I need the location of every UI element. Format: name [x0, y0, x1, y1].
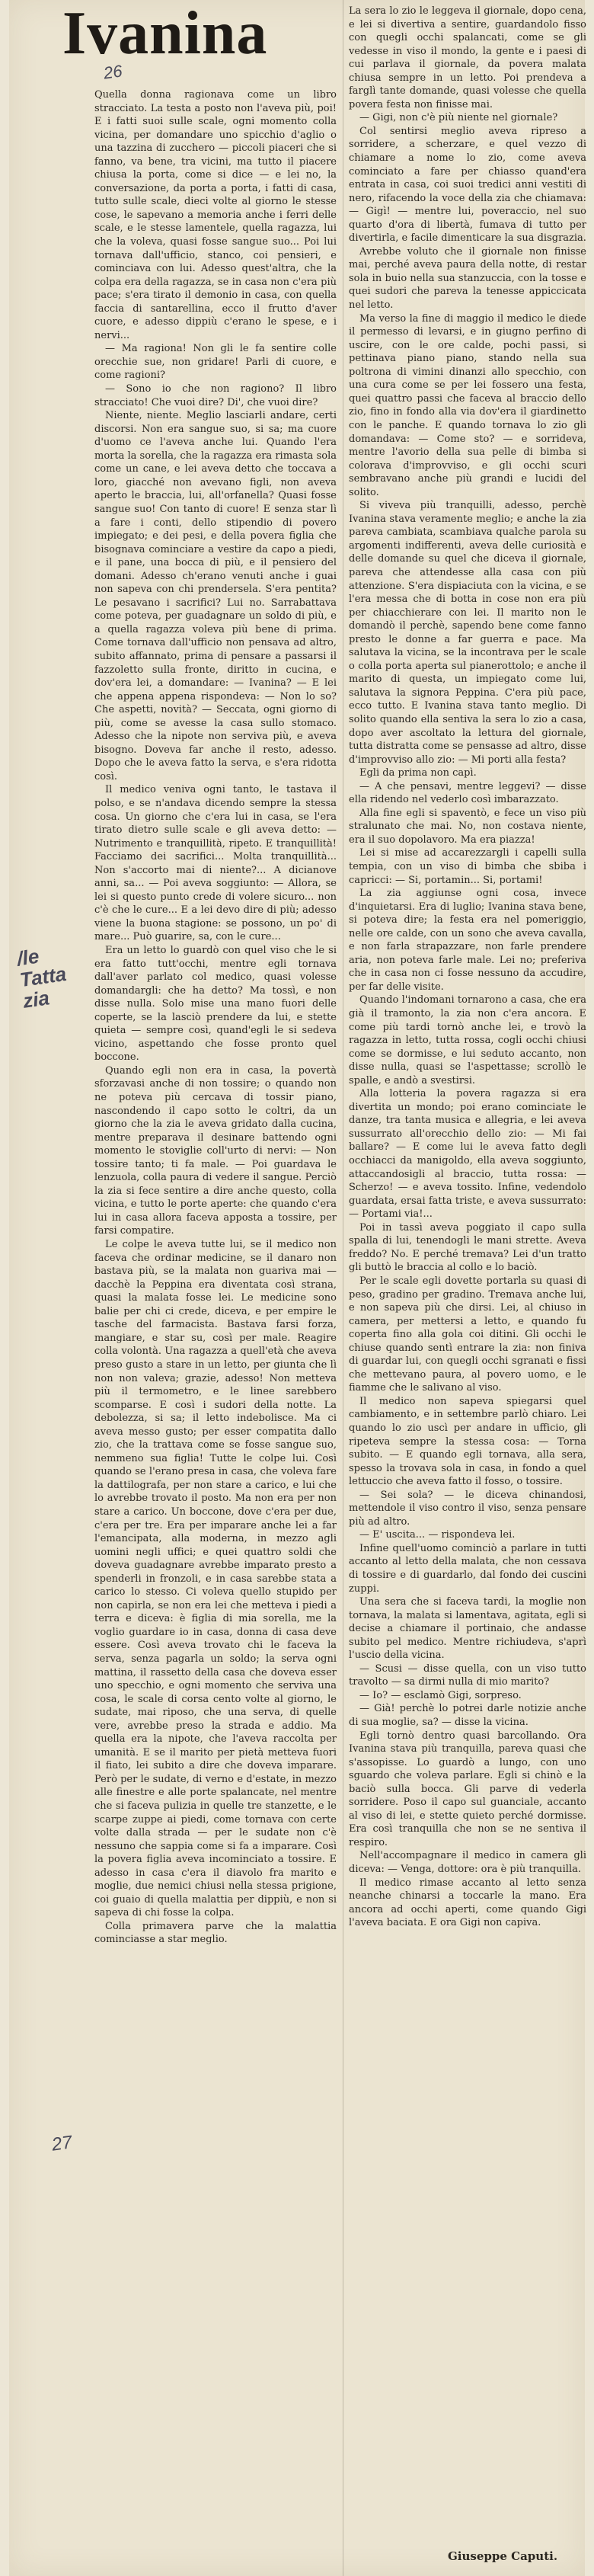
- paragraph: Infine quell'uomo cominciò a parlare in tutti accanto al letto della malata, che non cessava di tossire e di guardarlo, dal fondo dei cuscini zuppi.: [349, 1542, 586, 1595]
- paragraph: Nell'accompagnare il medico in camera gli diceva: — Venga, dottore: ora è più tranquilla.: [349, 1850, 586, 1876]
- paragraph: Il medico non sapeva spiegarsi quel cambiamento, e in settembre parlò chiaro. Lei quando lo zio uscì per andare in ufficio, gli ripeteva sempre la stessa cosa: — Torna subito. — E quando egli tornava, alla sera, spesso la trovava sola in casa, in fondo a quel lettuccio che aveva fatto il fosso, o tossire.: [349, 1395, 586, 1488]
- paragraph: Niente, niente. Meglio lasciarli andare, certi discorsi. Non era sangue suo, si sa; ma cuore d'uomo ce l'aveva anche lui. Quando l'era morta la sorella, che la ragazza era rimasta sola come un cane, e lei aveva detto che toccava a loro, giacché non avevano figli, non aveva aperto le braccia, lui, all'orfanella? Quasi fosse sangue suo! Con tanto di cuore! E senza star lì a fare i conti, dello stipendio di povero impiegato; e dei pesi, e della povera figlia che bisognava cominciare a vestire da capo a piedi, e il pane, una bocca di più, e il pensiero del domani. Adesso ch'erano venuti anche i guai non sapeva con chi prendersela. S'era pentita? Le pesavano i sacrifici? Lui no. Sarrabattava come poteva, per guadagnare un soldo di più, e a quella ragazza voleva più bene di prima. Come tornava dall'ufficio non pensava ad altro, subito affannato, prima di pensare a passarsi il fazzoletto sulla fronte, diritto in cucina, e dov'era lei, a domandare: — Ivanina? — E lei che appena appena rispondeva: — Non lo so? Che aspetti, novità? — Seccata, ogni giorno di più, come se avesse la casa sullo stomaco. Adesso che la nipote non serviva più, e aveva bisogno. Doveva far anche il resto, adesso. Dopo che le aveva fatto la serva, e s'era ridotta così.: [94, 410, 337, 782]
- handwritten-page-number-bottom: 27: [50, 2132, 74, 2155]
- paragraph: Quella donna ragionava come un libro stracciato. La testa a posto non l'aveva più, poi! E i fatti suoi sulle scale, ogni momento colla vicina, per domandare uno spicchio d'aglio o una tazzina di zucchero — piccoli piaceri che si fanno, va bene, tra vicini, ma tutto il piacere chiusa la porta, come si dice — e lei no, la conversazione, da porta a porta, i fatti di casa, tutto sulle scale, dieci volte al giorno le stesse cose, le sapevano a memoria anche i ferri delle scale, e le stesse lamentele, quella ragazza, lui che la voleva, quasi fosse sangue suo... Poi lui tornava dall'ufficio, stanco, coi pensieri, e cominciava con lui. Adesso quest'altra, che la colpa era della ragazza, se in casa non c'era più pace; s'era tirato il demonio in casa, con quella faccia di santarellina, ecco il frutto d'aver cuore, e adesso dippiù c'erano le spese, e i nervi...: [94, 89, 337, 341]
- paragraph: — Scusi — disse quella, con un viso tutto travolto — sa dirmi nulla di mio marito?: [349, 1662, 586, 1688]
- handwritten-note-line-2: Tatta: [18, 962, 68, 992]
- paragraph: — Già! perchè lo potrei darle notizie anche di sua moglie, sa? — disse la vicina.: [349, 1703, 586, 1728]
- paragraph: — Sono io che non ragiono? Il libro stracciato! Che vuoi dire? Di', che vuoi dire?: [94, 383, 337, 408]
- paragraph: Il medico rimase accanto al letto senza neanche chinarsi a toccarle la mano. Era ancora ad occhi aperti, come quando Gigi l'aveva baciata. E ora Gigi non capiva.: [349, 1877, 586, 1929]
- story-title: Ivanina: [62, 0, 268, 67]
- paragraph: Quando egli non era in casa, la povertà sforzavasi anche di non tossire; o quando non ne poteva più cercava di tossir piano, nascondendo il capo sotto le coltri, da un giorno che la zia le aveva gridato dalla cucina, mentre preparava il desinare battendo ogni momento le stoviglie coll'urto di nervi: — Non tossire tanto; ti fa male. — Poi guardava le lenzuola, colla paura di vedere il sangue. Perciò la zia si fece sentire a dire anche questo, colla vicina, e tutto le porte aperte: che quando c'era lui in casa allora faceva apposta a tossire, per farsi compatire.: [94, 1064, 337, 1237]
- paragraph: — Sei sola? — le diceva chinandosi, mettendole il viso contro il viso, senza pensare più ad altro.: [349, 1489, 586, 1528]
- paragraph: Egli da prima non capì.: [359, 767, 477, 779]
- paragraph: Poi in tassì aveva poggiato il capo sulla spalla di lui, tenendogli le mani strette. Aveva freddo? No. E perché tremava? Lei d'un tratto gli buttò le braccia al collo e lo baciò.: [349, 1221, 586, 1274]
- paragraph: Era un letto lo guardò con quel viso che le si era fatto tutt'occhi, mentre egli tornava dall'aver parlato col medico, quasi volesse domandargli: che ha detto? Ma tossì, e non disse nulla. Solo mise una mano fuori delle coperte, se la lasciò prendere da lui, e stette quieta — sempre così, quand'egli le si sedeva vicino, aspettando che fosse pronto quel boccone.: [94, 945, 337, 1064]
- paragraph: Il medico veniva ogni tanto, le tastava il polso, e se n'andava dicendo sempre la stessa cosa. Un giorno che c'era lui in casa, se l'era tirato dietro sulle scale e gli aveva detto: — Nutrimento e tranquillità, ripeto. E tranquillità! Facciamo dei sacrifici... Molta tranquillità... Non s'accorto mai di niente?... A dicianove anni, sa... — Poi aveva soggiunto: — Allora, se lei si questo punto crede di volere sicuro... non c'è che le cure... E a lei devo dire di più; adesso viene la buona stagione: se possono, un po' di mare... Può guarire, sa, con le cure...: [94, 784, 337, 943]
- paragraph: Col sentirsi meglio aveva ripreso a sorridere, a scherzare, e quel vezzo di chiamare a nome lo zio, come aveva cominciato a fare per chiasso quand'era entrata in casa, coi suoi tredici anni vestiti di nero, rifacendo la voce della zia che chiamava: — Gigì! — mentre lui, poveraccio, nel suo quarto d'ora di libertà, fumava di tutto per divertirla, e facile dimenticare la sua disgrazia.: [349, 125, 586, 245]
- handwritten-margin-note: [15, 942, 70, 1012]
- paragraph: — A che pensavi, mentre leggevi? — disse ella ridendo nel vederlo così imbarazzato.: [349, 780, 586, 806]
- paragraph: Alla fine egli si spaventò, e fece un viso più stralunato che mai. No, non costava niente, era il suo dopolavoro. Ma era piazza!: [349, 807, 586, 846]
- right-column: [349, 5, 586, 1930]
- paragraph: La sera lo zio le leggeva il giornale, dopo cena, e lei si divertiva a sentire, guardandolo fisso con quegli occhi spalancati, come se gli vedesse in viso il mondo, la gente e i paesi di cui parlava il giornale, da povera malata chiusa sempre in un letto. Poi prendeva a farglì tante domande, quasi volesse che quella povera festa non finisse mai.: [349, 5, 586, 110]
- paragraph: Egli tornò dentro quasi barcollando. Ora Ivanina stava più tranquilla, pareva quasi che s'assopisse. Lo guardò a lungo, con uno sguardo che voleva parlare. Egli si chinò e la baciò sulla bocca. Gli parve di vederla sorridere. Poso il capo sul guanciale, accanto al viso di lei, e stette quieto perché dormisse. Era così tranquilla che non se ne sentiva il respiro.: [349, 1730, 586, 1848]
- left-column: [94, 88, 337, 1947]
- author-signature: Giuseppe Caputi.: [448, 2549, 558, 2563]
- paragraph: Alla lotteria la povera ragazza si era divertita un mondo; poi erano cominciate le danze, tra tanta musica e allegria, e lei aveva sussurrato all'orecchio dello zio: — Mi fai ballare? — E come lui le aveva fatto degli occhiacci da manigoldo, ella aveva soggiunto, attaccandosigli al braccio, tutta rossa: — Scherzo! — e aveva tossito. Infine, vedendolo guardata, ersai fatta triste, e aveva sussurrato: — Portami via!...: [349, 1088, 586, 1221]
- paragraph: — Gigi, non c'è più niente nel giornale?: [359, 112, 558, 124]
- paragraph: Colla primavera parve che la malattia cominciasse a star meglio.: [94, 1920, 337, 1946]
- newspaper-clipping: [9, 0, 585, 2576]
- paragraph: Quando l'indomani tornarono a casa, che era già il tramonto, la zia non c'era ancora. E come più tardi tornò anche lei, e trovò la ragazza in letto, tutta rossa, cogli occhi chiusi come se dormisse, e lui seduto accanto, non disse nulla, quasi se l'aspettasse; scrollò le spalle, e andò a svestirsi.: [349, 994, 586, 1086]
- paragraph: Una sera che si faceva tardi, la moglie non tornava, la malata si lamentava, agitata, egli si decise a chiamare il portinaio, che andasse subito pel medico. Mentre richiudeva, s'aprì l'uscio della vicina.: [349, 1596, 586, 1662]
- handwritten-note-line-3: zia: [21, 986, 51, 1013]
- handwritten-note-line-1: /le: [15, 944, 41, 971]
- paragraph: La zia aggiunse ogni cosa, invece d'inquietarsi. Era di luglio; Ivanina stava bene, si poteva dire; la festa era nel pomeriggio, nelle ore calde, con un sono che aveva cavalla, e non farla strapazzare, non farle prendere aria, non poteva farle male. Lei no; preferiva che in casa non ci fosse nessuno da accudire, per far delle visite.: [349, 888, 586, 993]
- paragraph: — Io? — esclamò Gigi, sorpreso.: [359, 1689, 522, 1701]
- paragraph: Le colpe le aveva tutte lui, se il medico non faceva che ordinar medicine, se il danaro non bastava più, se la malata non guariva mai — dacchè la Peppina era diventata così strana, quasi la malata fosse lei. Le medicine sono balie per chi ci crede, dicevа, e per empire le tasche del farmacista. Bastava farsi forza, mangiare, e star su, così per male. Reagire colla volontà. Una ragazza a quell'età che aveva preso gusto a stare in un letto, per giunta che lì non non valeva; grazie, adesso! Non metteva più il termometro, e le linee sarebbero scomparse. E così i sudori della notte. La debolezza, si sa; il letto indebolisce. Ma ci aveva messo gusto; per esser compatita dallo zio, che la trattava come se fosse sangue suo, nemmeno sua figlia! Tutte le colpe lui. Così quando se l'erano presa in casa, che voleva fare la dattilografa, per non stare a carico, e lui che lo avrebbe trovato il posto. Ma non era per non stare a carico. Un boccone, dove c'era per due, c'era per tre. Era per imparare anche lei a far l'emancipata, alla moderna, in mezzo agli uomini negli uffici; e quei quattro soldi che doveva guadagnare avrebbe imparato presto a spenderli in fronzoli, e in casa sarebbe stata a carico lo stesso. Ci voleva quello stupido per non capirla, se non era lei che metteva i piedi a terra e diceva: è figlia di mia sorella, me la voglio guardare io in casa, donna di casa deve essere. Così aveva trovato chi le faceva la serva, senza pagarla un soldo; la serva ogni mattina, il rassetto della casa che doveva esser uno specchio, e ogni momento che serviva una cosa, le scale di corsa cento volte al giorno, le sudate, mai riposo, che una serva, di quelle vere, avrebbe preso la strada e addio. Ma quella era la nipote, che l'aveva raccolta per umanità. E se il marito per pietà metteva fuori il fiato, lei subito a dire che doveva imparare. Però per le sudate, di verno e d'estate, in mezzo alle finestre e alle porte spalancate, nel mentre che si faceva pulizia in quelle tre stanzette, e le scarpe zuppe ai piedi, come tornava con certe volte dalla strada — per le sudate non c'è nessuno che sappia come si fa a imparare. Così la povera figlia aveva incominciato a tossire. E adesso in casa c'era il diavolo fra marito e moglie, due nemici chiusi nella stessa prigione, coi guaio di quella malattia per dippiù, e non si sapeva di chi fosse la colpa.: [94, 1239, 337, 1919]
- handwritten-page-number-top: 26: [102, 61, 124, 83]
- paragraph: Lei si mise ad accarezzargli i capelli sulla tempia, con un viso di bimba che sbiba i capricci: — Si, portamin... Si, portami!: [349, 847, 586, 886]
- paragraph: Avrebbe voluto che il giornale non finisse mai, perché aveva paura della notte, di restar sola in buio nella sua stanzuccia, con la tosse e quei sudori che pareva la tenesse appiccicata nel letto.: [349, 245, 586, 312]
- paragraph: — E' uscita... — rispondeva lei.: [359, 1529, 516, 1541]
- paragraph: — Ma ragiona! Non gli le fa sentire colle orecchie sue, non gridare! Parli di cuore, e come ragioni?: [94, 343, 337, 382]
- paragraph: Ma verso la fine di maggio il medico le diede il permesso di levarsi, e in giugno perfino di uscire, con le ore calde, pochi passi, si pettinava piano piano, stando nella sua poltrona di vimini dinanzi allo specchio, con una cura come se per lei fossero una festa, quei quattro passi che faceva al braccio dello zio, fino in fondo alla via dov'era il giardinetto con le panche. E quando tornava lo zio gli domandava: — Come sto? — e sorrideva, mentre l'avorio della sua pelle di bimba si colorava d'improvviso, e gli occhi scuri sembravano anche più grandi e lucidi del solito.: [349, 312, 586, 498]
- paragraph: Per le scale egli dovette portarla su quasi di peso, gradino per gradino. Tremava anche lui, e non sapeva più che dirsi. Lei, al chiuso in camera, per mettersi a letto, e quando fu coperta fino alla gola coi ditini. Gli occhi le chiuse quando sentì entrare la zia: non finiva di guardar lui, con quegli occhi sgranati e fissi che mettevano paura, al povero uomo, e le fiamme che le salivano al viso.: [349, 1275, 586, 1394]
- paragraph: Si viveva più tranquilli, adesso, perchè Ivanina stava veramente meglio; e anche la zia pareva cambiata, scambiava qualche parola su argomenti indifferenti, aveva delle curiosità e delle domande su quel che diceva il giornale, pareva che attendesse alla casa con più attenzione. S'era dispiaciuta con la vicina, e se l'era messa che di botta in cose non era più per chiacchierare con lei. Il marito non le domandò il perchè, sapendo bene come fanno presto le donne a far guerra e pace. Ma salutava la vicina, se la incontrava per le scale o colla porta aperta sul pianerottolo; e anche il marito di questa, un impiegato come lui, salutava la signora Peppina. C'era più pace, ecco tutto. E Ivanina stava tanto meglio. Di solito quando ella sentiva la sera lo zio a casa, dopo aver ascoltato la lettura del giornale, tutta distratta come se pensasse ad altro, disse d'improvviso allo zio: — Mi porti alla festa?: [349, 500, 586, 766]
